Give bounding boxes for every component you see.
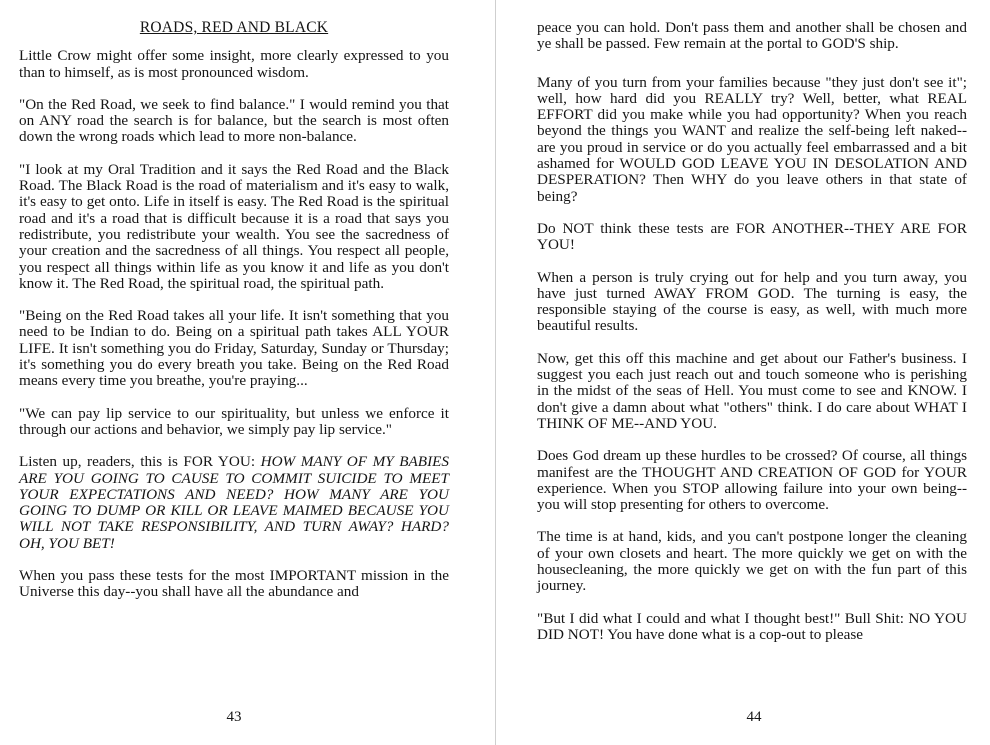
- right-page: [537, 20, 967, 659]
- paragraph: Little Crow might offer some insight, more clearly expressed to you than to himself, as is most pronounced wisdom.: [19, 47, 449, 81]
- page-number-right: 44: [746, 709, 762, 725]
- chapter-title: ROADS, RED AND BLACK: [139, 19, 329, 36]
- paragraph: When a person is truly crying out for help and you turn away, you have just turned AWAY FROM GOD. The turning is easy, the responsible staying of the course is easy, as well, with much more beautiful results.: [537, 268, 967, 335]
- page-number-left: 43: [226, 709, 242, 725]
- listen-emphasis: HOW MANY OF MY BABIES ARE YOU GOING TO CAUSE TO COMMIT SUICIDE TO MEET YOUR EXPECTATIONS AND NEED? HOW MANY ARE YOU GOING TO DUMP OR KILL OR LEAVE MAIMED BECAUSE YOU WILL NOT TAKE RESPONSIBILITY, AND TURN AWAY? HARD? OH, YOU BET!: [19, 453, 449, 552]
- paragraph: "Being on the Red Road takes all your life. It isn't something that you need to be Indian to do. Being on a spiritual path takes ALL YOUR LIFE. It isn't something you do Friday, Saturday, Sunday or Thursday; it's something you do every breath you take. Being on the Red Road means every time you breathe, you're praying...: [19, 307, 449, 390]
- listen-intro: Listen up, readers, this is FOR YOU:: [19, 453, 261, 471]
- paragraph: Do NOT think these tests are FOR ANOTHER--THEY ARE FOR YOU!: [537, 219, 967, 254]
- paragraph: Many of you turn from your families because "they just don't see it"; well, how hard did you REALLY try? Well, better, what REAL EFFORT did you make while you had opportunity? When you reach beyond the things you WANT and realize the self-being left naked--are you proud in service or do you actually feel embarrassed and a bit ashamed for WOULD GOD LEAVE YOU IN DESOLATION AND DESPERATION? Then WHY do you leave others in that state of being?: [537, 73, 967, 205]
- paragraph: The time is at hand, kids, and you can't postpone longer the cleaning of your own closets and heart. The more quickly we get on with the housecleaning, the more quickly we get on with the fun part of this journey.: [537, 528, 967, 595]
- paragraph: When you pass these tests for the most IMPORTANT mission in the Universe this day--you shall have all the abundance and: [19, 567, 449, 601]
- paragraph: "I look at my Oral Tradition and it says the Red Road and the Black Road. The Black Road is the road of materialism and it's easy to walk, it's easy to get onto. Life in itself is easy. The Red Road is the spiritual road and it's a road that is difficult because it is a road that says you redistribute, you redistribute your wealth. You see the sacredness of your creation and the sacredness of all things. You respect all people, you respect all things within life as you know it and life as you don't know it. The Red Road, the spiritual road, the spiritual path.: [19, 160, 449, 292]
- paragraph: Now, get this off this machine and get about our Father's business. I suggest you each just reach out and touch someone who is perishing in the midst of the seas of Hell. You must come to see and KNOW. I don't give a damn about what "others" think. I do care about WHAT I THINK OF ME--AND YOU.: [537, 349, 967, 432]
- paragraph: Does God dream up these hurdles to be crossed? Of course, all things manifest are the THOUGHT AND CREATION OF GOD for YOUR experience. When you STOP allowing failure into your own being--you will stop presenting for others to overcome.: [537, 447, 967, 514]
- book-spine: [495, 0, 496, 745]
- left-page: [19, 20, 449, 617]
- paragraph: "On the Red Road, we seek to find balance." I would remind you that on ANY road the search is for balance, but the search is most often down the wrong roads which lead to more non-balance.: [19, 95, 449, 146]
- paragraph: "We can pay lip service to our spirituality, but unless we enforce it through our actions and behavior, we simply pay lip service.": [19, 404, 449, 438]
- listen-paragraph: [19, 454, 449, 552]
- paragraph: "But I did what I could and what I thought best!" Bull Shit: NO YOU DID NOT! You have done what is a cop-out to please: [537, 609, 967, 643]
- paragraph: peace you can hold. Don't pass them and another shall be chosen and ye shall be passed. Few remain at the portal to GOD'S ship.: [537, 19, 967, 53]
